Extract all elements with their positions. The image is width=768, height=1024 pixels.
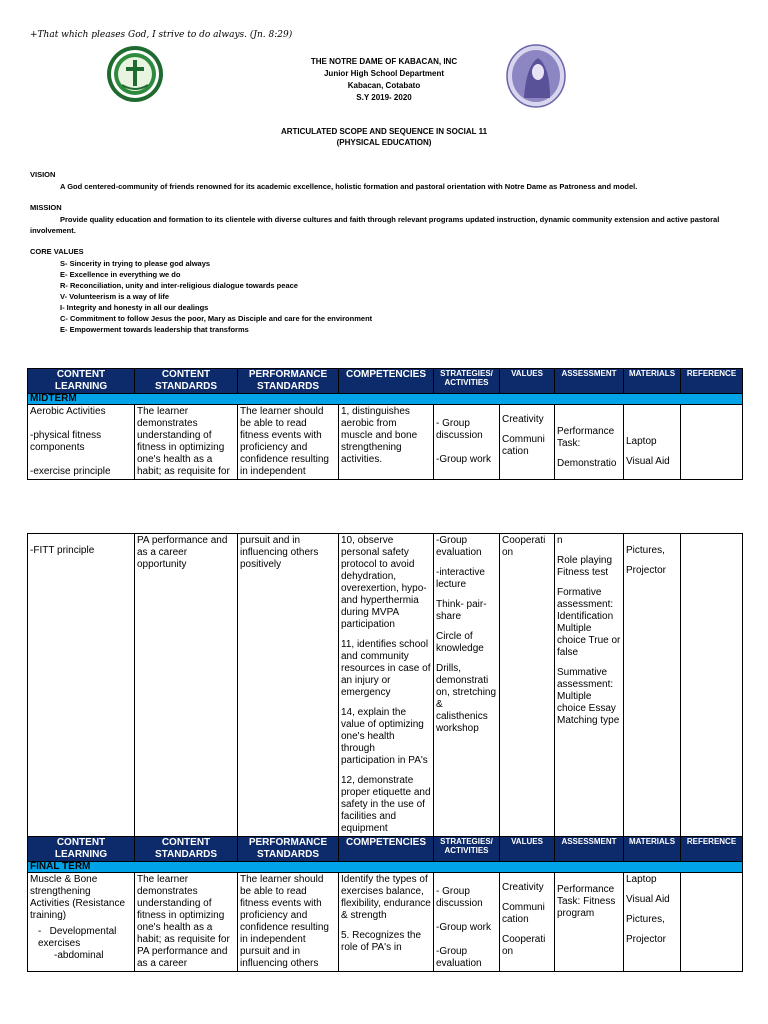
strategy-item: Circle of knowledge: [436, 631, 484, 654]
material-item: Pictures,: [626, 914, 665, 925]
col-reference: REFERENCE: [681, 369, 743, 394]
document-title: ARTICULATED SCOPE AND SEQUENCE IN SOCIAL 11: [280, 127, 488, 136]
vision-text: A God centered-community of friends renowned for its academic excellence, holistic formation and pastoral orientation with Notre Dame as Patroness and model.: [60, 182, 638, 191]
content-item: Muscle & Bone strengthening Activities (Resistance training): [30, 874, 126, 921]
strategy-item: -interactive lecture: [436, 567, 485, 590]
core-value-e: E- Excellence in everything we do: [60, 270, 181, 279]
core-value-c: C- Commitment to follow Jesus the poor, Mary as Disciple and care for the environment: [60, 314, 373, 323]
value-item: Communi cation: [502, 434, 545, 457]
table-row: [28, 534, 743, 837]
value-item: Creativity: [502, 882, 544, 893]
table-row: [28, 405, 743, 480]
performance-cell: The learner should be able to read fitness events with proficiency and confidence resulting in independent: [238, 405, 339, 480]
department: Junior High School Department: [323, 69, 444, 78]
strategy-item: Think- pair- share: [436, 599, 487, 622]
material-item: Laptop: [626, 874, 657, 885]
core-value-r: R- Reconciliation, unity and inter-religious dialogue towards peace: [60, 281, 298, 290]
material-item: Projector: [626, 934, 667, 945]
reference-cell: [681, 534, 743, 837]
competency-item: 10, observe personal safety protocol to avoid dehydration, overexertion, hypo- and hyperthermia during MVPA participation: [341, 535, 427, 630]
assessment-item: Summative assessment: Multiple choice Essay Matching type: [557, 667, 620, 726]
midterm-table: [27, 368, 743, 480]
assessment-item: n: [557, 535, 563, 546]
col-reference: REFERENCE: [681, 837, 743, 862]
strategy-item: -Group evaluation: [436, 535, 482, 558]
core-value-s: S- Sincerity in trying to please god always: [60, 259, 211, 268]
strategy-item: - Group discussion: [436, 886, 483, 909]
competency-item: 12, demonstrate proper etiquette and safety in the use of facilities and equipment: [341, 775, 431, 834]
col-performance-standards: PERFORMANCE STANDARDS: [238, 837, 339, 862]
performance-cell: pursuit and in influencing others positively: [238, 534, 339, 837]
content-item: Aerobic Activities: [30, 406, 106, 417]
col-materials: MATERIALS: [624, 369, 681, 394]
strategy-item: -Group evaluation: [436, 946, 482, 969]
material-item: Visual Aid: [626, 894, 670, 905]
col-assessment: ASSESSMENT: [555, 369, 624, 394]
reference-cell: [681, 405, 743, 480]
standards-cell: The learner demonstrates understanding of fitness in optimizing one's health as a habit; as requisite for: [135, 405, 238, 480]
assessment-item: Demonstratio: [557, 458, 617, 469]
assessment-item: Formative assessment: Identification Multiple choice True or false: [557, 587, 621, 658]
school-name: THE NOTRE DAME OF KABACAN, INC: [310, 57, 458, 66]
standards-cell: PA performance and as a career opportunity: [135, 534, 238, 837]
col-strategies: STRATEGIES/ ACTIVITIES: [434, 837, 500, 862]
col-competencies: COMPETENCIES: [339, 369, 434, 394]
col-content-learning: CONTENT LEARNING: [28, 837, 135, 862]
col-content-learning: CONTENT LEARNING: [28, 369, 135, 394]
strategy-item: Drills, demonstrati on, stretching & calisthenics workshop: [436, 663, 497, 734]
motto: +That which pleases God, I strive to do always. (Jn. 8:29): [30, 30, 293, 40]
location: Kabacan, Cotabato: [347, 81, 421, 90]
value-item: Creativity: [502, 414, 544, 425]
content-item: -exercise principle: [30, 466, 111, 477]
col-competencies: COMPETENCIES: [339, 837, 434, 862]
value-item: Communi cation: [502, 902, 545, 925]
standards-cell: The learner demonstrates understanding of fitness in optimizing one's health as a habit; as requisite for PA performance and as a career: [135, 873, 238, 972]
content-item: -abdominal: [54, 950, 104, 961]
content-item: -physical fitness components: [30, 430, 102, 453]
col-values: VALUES: [500, 837, 555, 862]
midterm-row: [28, 394, 743, 405]
document-subtitle: (PHYSICAL EDUCATION): [336, 138, 432, 147]
col-strategies: STRATEGIES/ ACTIVITIES: [434, 369, 500, 394]
school-year: S.Y 2019- 2020: [356, 93, 412, 102]
col-performance-standards: PERFORMANCE STANDARDS: [238, 369, 339, 394]
assessment-item: Role playing Fitness test: [557, 555, 613, 578]
competency-item: 5. Recognizes the role of PA's in: [341, 930, 422, 953]
competency-item: 11, identifies school and community resources in case of an injury or emergency: [341, 639, 431, 698]
competencies-cell: 1, distinguishes aerobic from muscle and bone strengthening activities.: [339, 405, 434, 480]
performance-cell: The learner should be able to read fitness events with proficiency and confidence resulting in independent pursuit and in influencing others: [238, 873, 339, 972]
material-item: Projector: [626, 565, 667, 576]
core-values-heading: CORE VALUES: [30, 247, 84, 256]
material-item: Visual Aid: [626, 456, 670, 467]
value-item: Cooperati on: [500, 534, 555, 837]
col-materials: MATERIALS: [624, 837, 681, 862]
reference-cell: [681, 873, 743, 972]
table-row: [28, 873, 743, 972]
table-header-row: [28, 837, 743, 862]
material-item: Pictures,: [626, 545, 665, 556]
content-item-text: Developmental exercises: [38, 926, 117, 949]
competency-item: 14, explain the value of optimizing one's health through participation in PA's: [341, 707, 428, 766]
core-value-e2: E- Empowerment towards leadership that transforms: [60, 325, 249, 334]
col-content-standards: CONTENT STANDARDS: [135, 837, 238, 862]
finalterm-label: FINAL TERM: [28, 862, 743, 873]
content-item: - Developmental exercises: [38, 926, 117, 949]
midterm-label: MIDTERM: [28, 394, 743, 405]
content-item: -FITT principle: [30, 545, 95, 556]
strategy-item: -Group work: [436, 454, 492, 465]
col-values: VALUES: [500, 369, 555, 394]
assessment-item: Performance Task:: [557, 426, 615, 449]
col-assessment: ASSESSMENT: [555, 837, 624, 862]
vision-heading: VISION: [30, 170, 56, 179]
table-header-row: [28, 369, 743, 394]
competency-item: Identify the types of exercises balance, flexibility, endurance & strength: [341, 874, 431, 921]
core-value-i: I- Integrity and honesty in all our dealings: [60, 303, 209, 312]
midterm-final-table: [27, 533, 743, 972]
strategy-item: -Group work: [436, 922, 492, 933]
finalterm-row: [28, 862, 743, 873]
value-item: Cooperati on: [502, 934, 546, 957]
mission-heading: MISSION: [30, 203, 62, 212]
col-content-standards: CONTENT STANDARDS: [135, 369, 238, 394]
mission-text: Provide quality education and formation to its clientele with diverse cultures and faith through relevant programs updated instruction, dynamic community extension and active pastoral involvement.: [30, 215, 720, 235]
assessment-item: Performance Task: Fitness program: [557, 884, 616, 919]
core-value-v: V- Volunteerism is a way of life: [60, 292, 170, 301]
strategy-item: - Group discussion: [436, 418, 483, 441]
material-item: Laptop: [626, 436, 657, 447]
